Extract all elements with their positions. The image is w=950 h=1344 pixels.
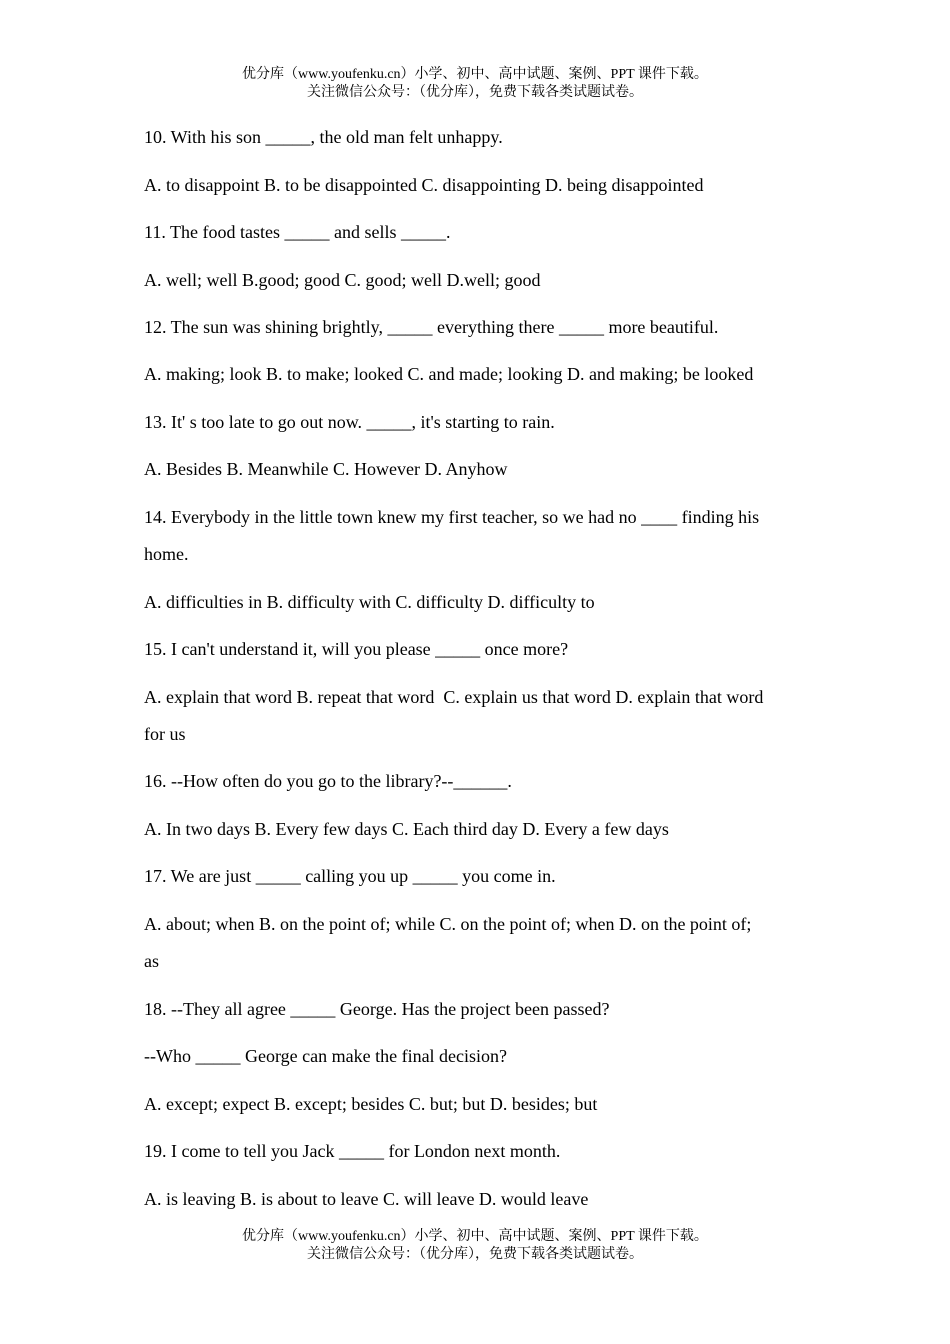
options-10: A. to disappoint B. to be disappointed C. disappointing D. being disappointed <box>144 175 704 195</box>
options-14: A. difficulties in B. difficulty with C. difficulty D. difficulty to <box>144 592 595 612</box>
options-18: A. except; expect B. except; besides C. but; but D. besides; but <box>144 1094 598 1114</box>
question-12: 12. The sun was shining brightly, _____ everything there _____ more beautiful. <box>144 317 719 337</box>
footer-line-2: 关注微信公众号：（优分库），免费下载各类试题试卷。 <box>307 1247 643 1262</box>
question-14-continued: home. <box>144 544 189 564</box>
question-15: 15. I can't understand it, will you please _____ once more? <box>144 639 569 659</box>
options-13: A. Besides B. Meanwhile C. However D. Anyhow <box>144 459 508 479</box>
header-line-2: 关注微信公众号：（优分库），免费下载各类试题试卷。 <box>307 85 643 100</box>
question-13: 13. It' s too late to go out now. _____, it's starting to rain. <box>144 412 555 432</box>
question-10: 10. With his son _____, the old man felt unhappy. <box>144 127 503 147</box>
header-line-1: 优分库（www.youfenku.cn）小学、初中、高中试题、案例、PPT 课件下载。 <box>242 67 708 82</box>
options-17-continued: as <box>144 951 159 971</box>
question-19: 19. I come to tell you Jack _____ for London next month. <box>144 1141 561 1161</box>
options-12: A. making; look B. to make; looked C. and made; looking D. and making; be looked <box>144 364 754 384</box>
options-19: A. is leaving B. is about to leave C. will leave D. would leave <box>144 1189 589 1209</box>
question-18: 18. --They all agree _____ George. Has the project been passed? <box>144 999 610 1019</box>
page-footer <box>0 1228 950 1264</box>
footer-line-1: 优分库（www.youfenku.cn）小学、初中、高中试题、案例、PPT 课件下载。 <box>242 1229 708 1244</box>
options-15-continued: for us <box>144 724 186 744</box>
options-15: A. explain that word B. repeat that word C. explain us that word D. explain that word <box>144 687 764 707</box>
question-11: 11. The food tastes _____ and sells _____. <box>144 222 451 242</box>
options-11: A. well; well B.good; good C. good; well D.well; good <box>144 270 541 290</box>
question-14: 14. Everybody in the little town knew my first teacher, so we had no ____ finding his <box>144 507 760 527</box>
options-16: A. In two days B. Every few days C. Each third day D. Every a few days <box>144 819 669 839</box>
question-17: 17. We are just _____ calling you up _____ you come in. <box>144 866 556 886</box>
question-18-reply: --Who _____ George can make the final decision? <box>144 1046 508 1066</box>
question-16: 16. --How often do you go to the library?--______. <box>144 771 512 791</box>
options-17: A. about; when B. on the point of; while C. on the point of; when D. on the point of; <box>144 914 752 934</box>
